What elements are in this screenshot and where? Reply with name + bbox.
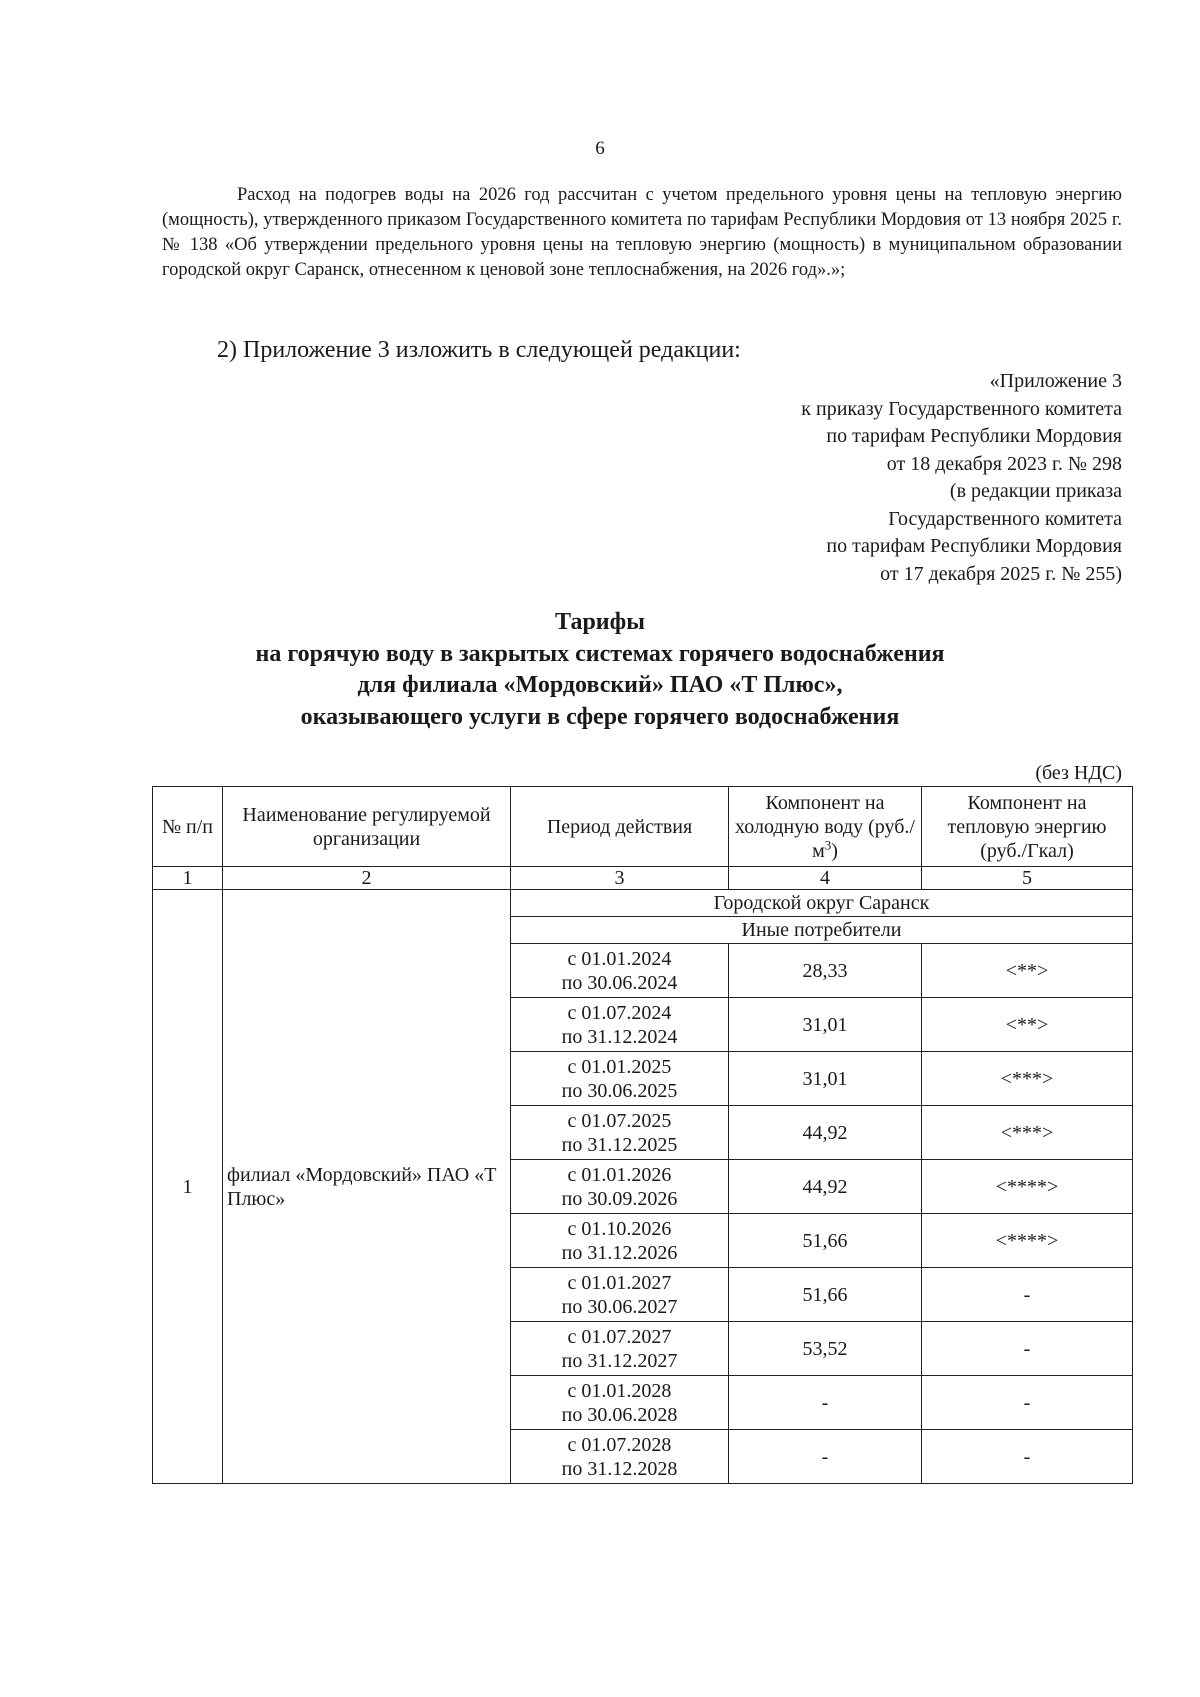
period-from: с 01.01.2025 [567, 1055, 672, 1078]
period-cell [511, 1160, 729, 1214]
table-header-row [153, 787, 1133, 867]
title-line: оказывающего услуги в сфере горячего водоснабжения [300, 703, 900, 730]
cold-water-cell: 44,92 [729, 1160, 922, 1214]
heat-cell: <**> [922, 998, 1133, 1052]
cold-water-cell: 31,01 [729, 1052, 922, 1106]
period-cell [511, 1214, 729, 1268]
period-cell [511, 1322, 729, 1376]
col-number: 4 [729, 867, 922, 890]
period-to: по 30.09.2026 [561, 1187, 678, 1210]
appendix-line: к приказу Государственного комитета [801, 397, 1122, 420]
period-from: с 01.01.2027 [567, 1271, 672, 1294]
header-cold-water-end: ) [831, 839, 838, 862]
header-cold-water-sup: 3 [824, 836, 832, 852]
intro-paragraph: Расход на подогрев воды на 2026 год рассчитан с учетом предельного уровня цены на тепловую энергию (мощность), утвержденного приказом Государственного комитета по тарифам Республики Мордовия от 13 ноября 2025 г. № 138 «Об утверждении предельного уровня цены на тепловую энергию (мощность) в муниципальном образовании городской округ Саранск, отнесенном к ценовой зоне теплоснабжения, на 2026 год».»; [162, 185, 1122, 280]
appendix-line: «Приложение 3 [989, 370, 1122, 392]
period-cell [511, 1106, 729, 1160]
page-number: 6 [595, 138, 605, 159]
col-number: 1 [153, 867, 223, 890]
header-cold-water [729, 787, 922, 867]
period-to: по 30.06.2025 [561, 1079, 678, 1102]
document-title [0, 607, 1200, 733]
period-to: по 31.12.2025 [561, 1133, 678, 1156]
heat-cell: <****> [922, 1160, 1133, 1214]
period-cell [511, 1376, 729, 1430]
heat-cell: <***> [922, 1052, 1133, 1106]
point-2-heading: 2) Приложение 3 изложить в следующей редакции: [217, 337, 741, 363]
period-cell [511, 944, 729, 998]
heat-cell: - [922, 1268, 1133, 1322]
cold-water-cell: 44,92 [729, 1106, 922, 1160]
appendix-line: от 17 декабря 2025 г. № 255) [880, 562, 1122, 585]
col-number: 2 [223, 867, 511, 890]
cold-water-cell: 28,33 [729, 944, 922, 998]
col-number: 3 [511, 867, 729, 890]
appendix-line: по тарифам Республики Мордовия [826, 425, 1122, 447]
period-to: по 31.12.2028 [561, 1457, 678, 1480]
heat-cell: <****> [922, 1214, 1133, 1268]
period-to: по 31.12.2024 [561, 1025, 678, 1048]
column-number-row [153, 867, 1133, 890]
period-to: по 30.06.2024 [561, 971, 678, 994]
header-period: Период действия [511, 787, 729, 867]
appendix-line: от 18 декабря 2023 г. № 298 [886, 452, 1122, 475]
consumers-cell: Иные потребители [511, 917, 1133, 944]
period-to: по 31.12.2026 [561, 1241, 678, 1264]
period-from: с 01.01.2026 [567, 1163, 672, 1186]
vat-note: (без НДС) [1035, 762, 1122, 784]
period-cell [511, 998, 729, 1052]
title-line: для филиала «Мордовский» ПАО «Т Плюс», [357, 672, 843, 698]
cold-water-cell: 51,66 [729, 1268, 922, 1322]
tariff-table [152, 786, 1133, 1484]
row-num-cell: 1 [153, 890, 223, 1484]
cold-water-cell: 51,66 [729, 1214, 922, 1268]
title-line: Тарифы [555, 609, 645, 635]
period-from: с 01.07.2024 [567, 1001, 672, 1024]
period-to: по 31.12.2027 [561, 1349, 678, 1372]
cold-water-cell: - [729, 1430, 922, 1484]
period-from: с 01.10.2026 [567, 1217, 672, 1240]
header-cold-water-text: Компонент на холодную воду (руб./м [735, 791, 915, 862]
heat-cell: <***> [922, 1106, 1133, 1160]
heat-cell: - [922, 1430, 1133, 1484]
cold-water-cell: 31,01 [729, 998, 922, 1052]
header-heat: Компонент на тепловую энергию (руб./Гкал) [922, 787, 1133, 867]
period-from: с 01.07.2027 [567, 1325, 672, 1348]
appendix-line: по тарифам Республики Мордовия [826, 535, 1122, 557]
col-number: 5 [922, 867, 1133, 890]
header-num: № п/п [153, 787, 223, 867]
org-name-cell: филиал «Мордовский» ПАО «Т Плюс» [223, 890, 511, 1484]
appendix-reference [801, 368, 1122, 588]
cold-water-cell: - [729, 1376, 922, 1430]
period-to: по 30.06.2027 [561, 1295, 678, 1318]
heat-cell: <**> [922, 944, 1133, 998]
region-row [153, 890, 1133, 917]
period-from: с 01.07.2025 [567, 1109, 672, 1132]
cold-water-cell: 53,52 [729, 1322, 922, 1376]
period-cell [511, 1430, 729, 1484]
appendix-line: (в редакции приказа [949, 480, 1122, 502]
title-line: на горячую воду в закрытых системах горячего водоснабжения [255, 640, 945, 667]
period-from: с 01.01.2024 [567, 947, 672, 970]
heat-cell: - [922, 1376, 1133, 1430]
period-cell [511, 1052, 729, 1106]
period-cell [511, 1268, 729, 1322]
period-to: по 30.06.2028 [561, 1403, 678, 1426]
appendix-line: Государственного комитета [888, 507, 1122, 530]
heat-cell: - [922, 1322, 1133, 1376]
header-org: Наименование регулируемой организации [223, 787, 511, 867]
period-from: с 01.01.2028 [567, 1379, 672, 1402]
period-from: с 01.07.2028 [567, 1433, 672, 1456]
region-cell: Городской округ Саранск [511, 890, 1133, 917]
